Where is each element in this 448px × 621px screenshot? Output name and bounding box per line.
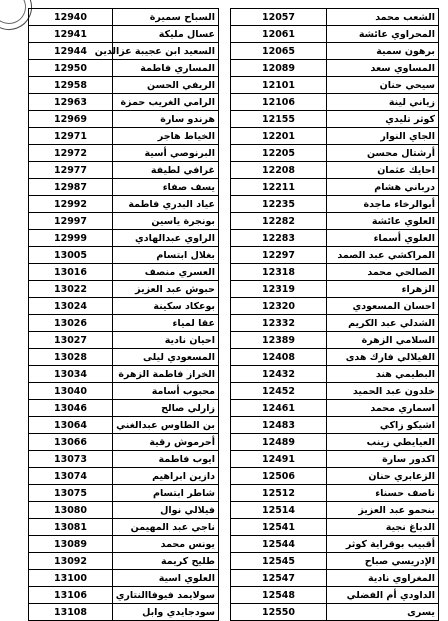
registration-number-cell: 12489 <box>231 434 327 451</box>
registration-number-cell: 13026 <box>29 315 113 332</box>
table-row <box>231 434 439 451</box>
person-name-cell: عياد البدري فاطمة <box>113 196 219 213</box>
table-row <box>29 332 219 349</box>
registration-number-cell: 13022 <box>29 281 113 298</box>
table-row <box>231 43 439 60</box>
registration-number-cell: 13016 <box>29 264 113 281</box>
table-row <box>231 502 439 519</box>
table-row <box>29 485 219 502</box>
person-name-cell: دازين ابراهيم <box>113 468 219 485</box>
table-row <box>231 162 439 179</box>
registration-number-cell: 13027 <box>29 332 113 349</box>
table-row <box>231 553 439 570</box>
person-name-cell: سودجايدي وابل <box>113 604 219 621</box>
person-name-cell: غرافي لطيفة <box>113 162 219 179</box>
person-name-cell: الرامي الغريب حمزة <box>113 94 219 111</box>
table-row <box>29 281 219 298</box>
registration-number-cell: 12283 <box>231 230 327 247</box>
registration-number-cell: 13081 <box>29 519 113 536</box>
person-name-cell: المسعودي ليلى <box>113 349 219 366</box>
registration-number-cell: 12506 <box>231 468 327 485</box>
registration-number-cell: 12997 <box>29 213 113 230</box>
table-row <box>29 196 219 213</box>
registration-number-cell: 13028 <box>29 349 113 366</box>
person-name-cell: المغراوي نادية <box>327 570 439 587</box>
table-row <box>29 230 219 247</box>
registration-number-cell: 12992 <box>29 196 113 213</box>
person-name-cell: الراوي عبدالهادي <box>113 230 219 247</box>
person-name-cell: يونس محمد <box>113 536 219 553</box>
table-row <box>29 9 219 26</box>
registration-number-cell: 12057 <box>231 9 327 26</box>
person-name-cell: فيلالي نوال <box>113 502 219 519</box>
person-name-cell: المساوي سعد <box>327 60 439 77</box>
registration-number-cell: 12408 <box>231 349 327 366</box>
table-row <box>231 587 439 604</box>
registration-number-cell: 13066 <box>29 434 113 451</box>
table-row <box>29 128 219 145</box>
table-row <box>231 128 439 145</box>
registration-number-cell: 12999 <box>29 230 113 247</box>
table-row <box>231 485 439 502</box>
registration-number-cell: 13075 <box>29 485 113 502</box>
table-row <box>231 315 439 332</box>
registration-number-cell: 13106 <box>29 587 113 604</box>
registration-number-cell: 12544 <box>231 536 327 553</box>
table-row <box>29 60 219 77</box>
registration-number-cell: 12541 <box>231 519 327 536</box>
registration-number-cell: 12971 <box>29 128 113 145</box>
table-row <box>231 349 439 366</box>
registration-number-cell: 12155 <box>231 111 327 128</box>
person-name-cell: المساري فاطمة <box>113 60 219 77</box>
registration-number-cell: 13046 <box>29 400 113 417</box>
person-name-cell: زياني لينة <box>327 94 439 111</box>
table-row <box>29 349 219 366</box>
person-name-cell: الدباغ نجية <box>327 519 439 536</box>
registration-number-cell: 13040 <box>29 383 113 400</box>
person-name-cell: درباني هشام <box>327 179 439 196</box>
person-name-cell: المحراوي عائشة <box>327 26 439 43</box>
table-row <box>29 77 219 94</box>
table-row <box>231 213 439 230</box>
person-name-cell: محبوب أسامة <box>113 383 219 400</box>
table-row <box>231 77 439 94</box>
table-row <box>231 179 439 196</box>
person-name-cell: العلوي أسماء <box>327 230 439 247</box>
registration-number-cell: 12963 <box>29 94 113 111</box>
table-row <box>231 247 439 264</box>
table-row <box>231 111 439 128</box>
person-name-cell: بنحمو عبد العزيز <box>327 502 439 519</box>
registration-number-cell: 12432 <box>231 366 327 383</box>
person-name-cell: الريفي الحسن <box>113 77 219 94</box>
table-row <box>231 298 439 315</box>
person-name-cell: السباح سميرة <box>113 9 219 26</box>
person-name-cell: بوعكاد سكينة <box>113 298 219 315</box>
table-row <box>231 145 439 162</box>
table-row <box>231 264 439 281</box>
table-row <box>29 536 219 553</box>
person-name-cell: البرنوصي أسية <box>113 145 219 162</box>
table-row <box>29 43 219 60</box>
registration-number-cell: 12545 <box>231 553 327 570</box>
registration-number-cell: 12950 <box>29 60 113 77</box>
registration-number-cell: 12235 <box>231 196 327 213</box>
registration-number-cell: 12514 <box>231 502 327 519</box>
person-name-cell: المراكشي عبد الصمد <box>327 247 439 264</box>
table-row <box>29 213 219 230</box>
table-row <box>231 281 439 298</box>
registration-number-cell: 12547 <box>231 570 327 587</box>
person-name-cell: يسرى <box>327 604 439 621</box>
registration-number-cell: 13064 <box>29 417 113 434</box>
table-row <box>29 417 219 434</box>
registration-number-cell: 13024 <box>29 298 113 315</box>
table-row <box>29 94 219 111</box>
table-row <box>231 451 439 468</box>
person-name-cell: الفيلالي فارك هدى <box>327 349 439 366</box>
table-row <box>29 366 219 383</box>
registration-number-cell: 12208 <box>231 162 327 179</box>
person-name-cell: أقبيب بوقراية كوثر <box>327 536 439 553</box>
person-name-cell: الشعب محمد <box>327 9 439 26</box>
person-name-cell: حبوش عبد العزيز <box>113 281 219 298</box>
table-row <box>231 196 439 213</box>
registration-number-cell: 12483 <box>231 417 327 434</box>
person-name-cell: يسف صفاء <box>113 179 219 196</box>
registration-number-cell: 12089 <box>231 60 327 77</box>
person-name-cell: طليح كريمة <box>113 553 219 570</box>
person-name-cell: السعيد ابن عجيبة عزالدين <box>113 43 219 60</box>
registration-number-cell: 12282 <box>231 213 327 230</box>
registration-number-cell: 12065 <box>231 43 327 60</box>
table-row <box>29 468 219 485</box>
registration-number-cell: 12297 <box>231 247 327 264</box>
registration-number-cell: 12332 <box>231 315 327 332</box>
table-row <box>231 570 439 587</box>
registration-number-cell: 12491 <box>231 451 327 468</box>
person-name-cell: أحرموش رقية <box>113 434 219 451</box>
table-row <box>29 400 219 417</box>
registration-number-cell: 12987 <box>29 179 113 196</box>
table-row <box>231 9 439 26</box>
table-row <box>231 366 439 383</box>
registration-number-cell: 12389 <box>231 332 327 349</box>
registration-number-cell: 12211 <box>231 179 327 196</box>
person-name-cell: احيان نادية <box>113 332 219 349</box>
person-name-cell: الزعابري حنان <box>327 468 439 485</box>
registration-number-cell: 12941 <box>29 26 113 43</box>
table-row <box>231 60 439 77</box>
table-row <box>231 383 439 400</box>
registration-number-cell: 13034 <box>29 366 113 383</box>
person-name-cell: ناجي عبد المهيمن <box>113 519 219 536</box>
person-name-cell: الصالحي محمد <box>327 264 439 281</box>
registration-number-cell: 12452 <box>231 383 327 400</box>
registration-number-cell: 12061 <box>231 26 327 43</box>
person-name-cell: الخراز فاطمة الزهرة <box>113 366 219 383</box>
person-name-cell: اسماري محمد <box>327 400 439 417</box>
person-name-cell: العلوي اسية <box>113 570 219 587</box>
registration-number-cell: 12106 <box>231 94 327 111</box>
person-name-cell: عقا لمياء <box>113 315 219 332</box>
registration-number-cell: 12969 <box>29 111 113 128</box>
table-row <box>29 247 219 264</box>
person-name-cell: أرشتال محسن <box>327 145 439 162</box>
table-row <box>29 111 219 128</box>
table-row <box>231 536 439 553</box>
table-row <box>29 587 219 604</box>
table-row <box>231 519 439 536</box>
registration-number-cell: 12318 <box>231 264 327 281</box>
person-name-cell: زارلي صالح <box>113 400 219 417</box>
left-roster-table <box>28 8 219 621</box>
person-name-cell: اكدور سارة <box>327 451 439 468</box>
registration-number-cell: 12512 <box>231 485 327 502</box>
table-row <box>29 145 219 162</box>
registration-number-cell: 12972 <box>29 145 113 162</box>
table-row <box>231 332 439 349</box>
registration-number-cell: 13005 <box>29 247 113 264</box>
table-row <box>29 434 219 451</box>
registration-number-cell: 12461 <box>231 400 327 417</box>
table-row <box>29 553 219 570</box>
table-row <box>29 298 219 315</box>
table-row <box>29 502 219 519</box>
person-name-cell: أبوالرخاء ماجدة <box>327 196 439 213</box>
table-row <box>231 26 439 43</box>
table-row <box>29 570 219 587</box>
person-name-cell: كوثر تليدي <box>327 111 439 128</box>
person-name-cell: عسال مليكة <box>113 26 219 43</box>
person-name-cell: اشيكو زاكي <box>327 417 439 434</box>
person-name-cell: برهون سمية <box>327 43 439 60</box>
person-name-cell: العلوي عائشة <box>327 213 439 230</box>
person-name-cell: هرندو سارة <box>113 111 219 128</box>
table-row <box>29 264 219 281</box>
person-name-cell: بن الطاوس عبدالغني <box>113 417 219 434</box>
person-name-cell: شاطر ابتسام <box>113 485 219 502</box>
registration-number-cell: 12320 <box>231 298 327 315</box>
person-name-cell: بغلال ابتسام <box>113 247 219 264</box>
person-name-cell: ناصف حسناء <box>327 485 439 502</box>
person-name-cell: الداودي أم الفضلي <box>327 587 439 604</box>
table-row <box>231 230 439 247</box>
person-name-cell: الإدريسي صباح <box>327 553 439 570</box>
person-name-cell: الجاي النوار <box>327 128 439 145</box>
registration-number-cell: 13100 <box>29 570 113 587</box>
person-name-cell: بونجرة ياسين <box>113 213 219 230</box>
person-name-cell: العسري منصف <box>113 264 219 281</box>
table-row <box>231 468 439 485</box>
registration-number-cell: 12319 <box>231 281 327 298</box>
registration-number-cell: 12977 <box>29 162 113 179</box>
table-row <box>29 519 219 536</box>
table-row <box>29 604 219 621</box>
person-name-cell: الخياط هاجر <box>113 128 219 145</box>
person-name-cell: العيايطي زينب <box>327 434 439 451</box>
registration-number-cell: 12550 <box>231 604 327 621</box>
table-row <box>231 94 439 111</box>
registration-number-cell: 12205 <box>231 145 327 162</box>
registration-number-cell: 12101 <box>231 77 327 94</box>
table-row <box>29 179 219 196</box>
registration-number-cell: 12201 <box>231 128 327 145</box>
person-name-cell: سيحي حنان <box>327 77 439 94</box>
registration-number-cell: 13080 <box>29 502 113 519</box>
person-name-cell: سولايمد فيوفاالنتاري <box>113 587 219 604</box>
person-name-cell: الشدلي عبد الكريم <box>327 315 439 332</box>
registration-number-cell: 13108 <box>29 604 113 621</box>
table-row <box>29 383 219 400</box>
table-row <box>231 604 439 621</box>
registration-number-cell: 13074 <box>29 468 113 485</box>
person-name-cell: احايك عثمان <box>327 162 439 179</box>
registration-number-cell: 13092 <box>29 553 113 570</box>
person-name-cell: خلدون عبد الحميد <box>327 383 439 400</box>
person-name-cell: الزهراء <box>327 281 439 298</box>
table-row <box>29 451 219 468</box>
table-row <box>29 26 219 43</box>
person-name-cell: ايوب فاطمة <box>113 451 219 468</box>
table-row <box>231 417 439 434</box>
registration-number-cell: 12940 <box>29 9 113 26</box>
person-name-cell: احسان المسعودي <box>327 298 439 315</box>
registration-number-cell: 12944 <box>29 43 113 60</box>
right-roster-table <box>230 8 439 621</box>
registration-number-cell: 13089 <box>29 536 113 553</box>
table-row <box>29 162 219 179</box>
table-row <box>231 400 439 417</box>
table-row <box>29 315 219 332</box>
registration-number-cell: 12958 <box>29 77 113 94</box>
person-name-cell: السلامي الزهرة <box>327 332 439 349</box>
registration-number-cell: 13073 <box>29 451 113 468</box>
registration-number-cell: 12548 <box>231 587 327 604</box>
person-name-cell: البطيمي هند <box>327 366 439 383</box>
